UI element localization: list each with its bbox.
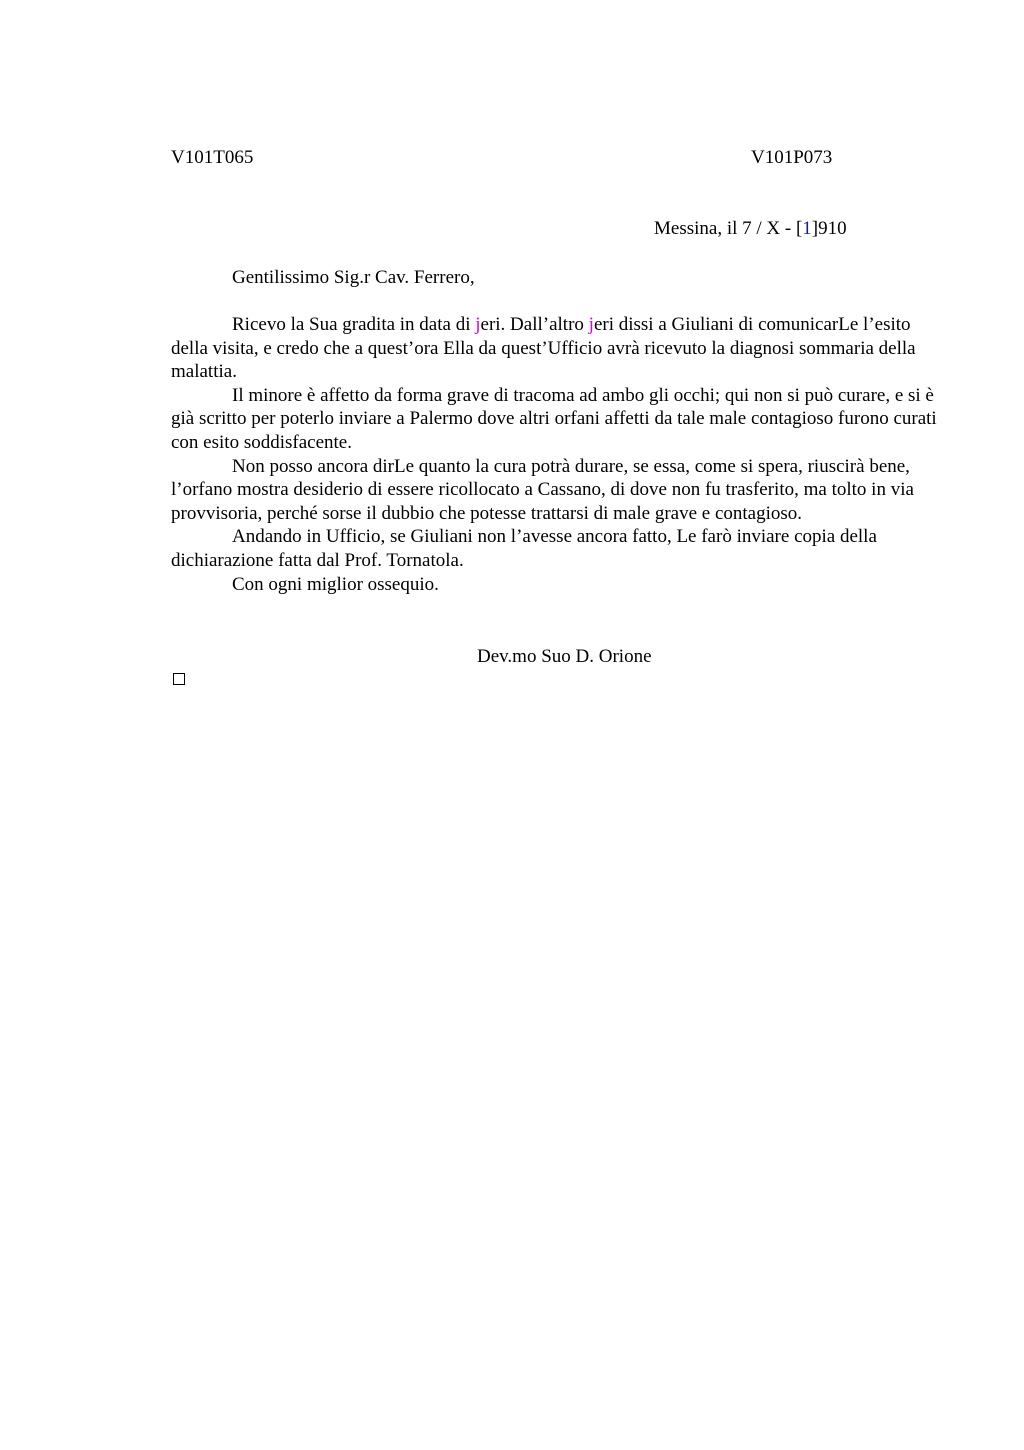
- place-date-bracket-digit: 1: [802, 218, 812, 239]
- checkbox-square-icon: [173, 673, 185, 685]
- highlighted-letter-j-2: j: [588, 314, 594, 335]
- paragraph-2: Il minore è affetto da forma grave di tracoma ad ambo gli occhi; qui non si può curare, e si è già scritto per poterlo inviare a Palermo dove altri orfani affetti da tale male contagioso furono curati con esito soddisfacente.: [171, 384, 937, 453]
- highlighted-letter-j-1: j: [475, 314, 481, 335]
- letter-body: [171, 313, 941, 596]
- place-date: [654, 218, 847, 240]
- paragraph-1-part-a: Ricevo la Sua gradita in data di: [232, 314, 476, 335]
- paragraph-3: Non posso ancora dirLe quanto la cura potrà durare, se essa, come si spera, riuscirà bene, l’orfano mostra desiderio di essere ricollocato a Cassano, di dove non fu trasferito, ma tolto in via provvisoria, perché sorse il dubbio che potesse trattarsi di male grave e contagioso.: [171, 455, 914, 524]
- signature: Dev.mo Suo D. Orione: [477, 646, 652, 667]
- paragraph-5: Con ogni miglior ossequio.: [232, 573, 439, 595]
- paragraph-1-part-b: eri. Dall’altro: [480, 314, 589, 335]
- document-code-right: V101P073: [751, 147, 833, 168]
- salutation: Gentilissimo Sig.r Cav. Ferrero,: [232, 267, 475, 288]
- paragraph-1-part-c: eri dissi a Giuliani di comunicarLe l’esito della visita, e credo che a quest’ora Ella da quest’Ufficio avrà ricevuto la diagnosi sommaria della malattia.: [171, 314, 916, 383]
- document-code-left: V101T065: [171, 147, 254, 168]
- place-date-suffix: ]910: [811, 218, 847, 239]
- place-date-prefix: Messina, il 7 / X - [: [654, 218, 803, 239]
- paragraph-4: Andando in Ufficio, se Giuliani non l’avesse ancora fatto, Le farò inviare copia della dichiarazione fatta dal Prof. Tornatola.: [171, 526, 877, 571]
- paragraph-1: [171, 313, 941, 384]
